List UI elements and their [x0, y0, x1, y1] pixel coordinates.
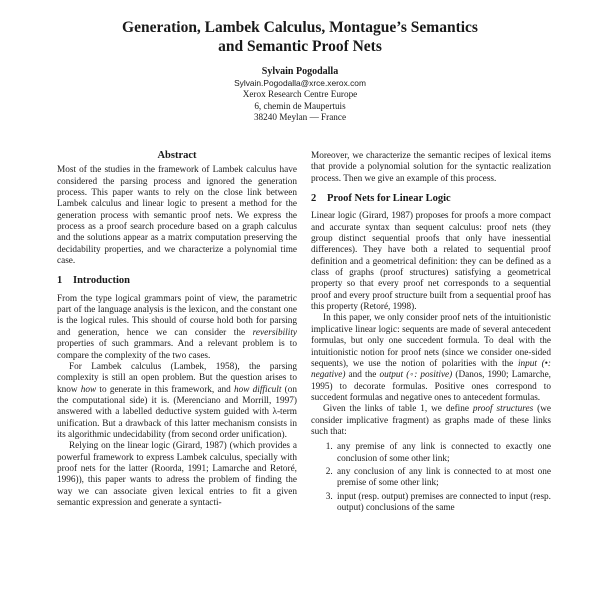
- section-2-heading: [311, 193, 551, 204]
- list-item: 3. input (resp. output) premises are connected to input (resp. output) conclusions of the same: [335, 492, 551, 515]
- intro-paragraph-1: From the type logical grammars point of view, the parametric part of the language analysis is the lexicon, and the constant one is the logical rules. This should of course hold both for parsing and generation, hence we can consider the reversibility properties of such grammars. And a relevant problem is to compare the complexity of the two cases.: [57, 293, 297, 361]
- section-1-heading: [57, 275, 297, 286]
- author-street: 6, chemin de Maupertuis: [254, 100, 346, 111]
- author-city: 38240 Meylan — France: [253, 112, 347, 123]
- section-2-title: Proof Nets for Linear Logic: [327, 193, 451, 205]
- author-email: Sylvain.Pogodalla@xrce.xerox.com: [234, 77, 366, 88]
- proofnets-paragraph-1: Linear logic (Girard, 1987) proposes for proofs a more compact and accurate syntax than sequent calculus: proof nets (they group distinct sequential proofs that only have inessential differences). They have both a related to sequential proof definition and a geometrical definition: they can be defined as a class of graphs (proof structures) satisfying a geometrical property so that every proof net corresponds to a sequential proof and every proof structure built from a sequential proof has this property (Retoré, 1998).: [311, 211, 551, 313]
- right-intro-paragraph: Moreover, we characterize the semantic recipes of lexical items that provide a polynomial solution for the syntactic realization process. Then we give an example of this process.: [311, 151, 551, 184]
- intro-paragraph-2: For Lambek calculus (Lambek, 1958), the parsing complexity is still an open problem. But the question arises to know how to generate in this framework, and how difficult (on the computational side) it is. (Merenciano and Morrill, 1997) answered with a labelled deductive system guided with λ-term unification. But a drawback of this latter mechanism consists in its algorithmic undecidability (from second order unification).: [57, 361, 297, 440]
- title-line-1: Generation, Lambek Calculus, Montague’s Semantics: [122, 19, 478, 36]
- section-1-title: Introduction: [73, 275, 130, 287]
- proofnets-paragraph-3: Given the links of table 1, we define proof structures (we consider implicative fragment) as graphs made of these links such that:: [311, 404, 551, 437]
- section-1-number: 1: [57, 275, 63, 287]
- abstract-heading: Abstract: [157, 150, 197, 161]
- section-2-number: 2: [311, 193, 317, 205]
- proof-structure-conditions: [311, 442, 551, 514]
- paper-title: [0, 18, 600, 56]
- right-column: [311, 151, 551, 516]
- author-name: Sylvain Pogodalla: [261, 66, 339, 77]
- list-item: 2. any conclusion of any link is connected to at most one premise of some other link;: [335, 467, 551, 490]
- intro-paragraph-3: Relying on the linear logic (Girard, 1987) (which provides a powerful framework to express Lambek calculus, specially with proof nets for the latter (Roorda, 1991; Lamarche and Retoré, 1996)), this paper wants to adress the problem of finding the way we can associate given lexical entries to fit a given semantic expression and generate a syntacti-: [57, 441, 297, 508]
- abstract-text: Most of the studies in the framework of Lambek calculus have considered the parsing process and ignored the generation process. This paper wants to rely on the close link between Lambek calculus and linear logic to present a method for the generation process with semantic proof nets. We express the process as a proof search procedure based on a graph calculus and the solutions appear as a matrix computation preserving the decidability properties, and we characterize a polynomial time case.: [57, 165, 297, 267]
- proofnets-paragraph-2: In this paper, we only consider proof nets of the intuitionistic implicative linear logic: sequents are made of several antecedent formulas, but only one succedent formula. To deal with the intuitionistic notion for proof nets (since we consider one-sided sequents), we use the notion of polarities with the input (•: negative) and the output (◦: positive) (Danos, 1990; Lamarche, 1995) to decorate formulas. Positive ones correspond to succedent formulas and negative ones to antecedent formulas.: [311, 313, 551, 403]
- list-item: 1. any premise of any link is connected to exactly one conclusion of some other link;: [335, 442, 551, 465]
- title-line-2: and Semantic Proof Nets: [218, 38, 382, 55]
- author-affiliation: Xerox Research Centre Europe: [242, 89, 358, 100]
- left-column: [57, 150, 297, 509]
- author-block: [0, 66, 600, 124]
